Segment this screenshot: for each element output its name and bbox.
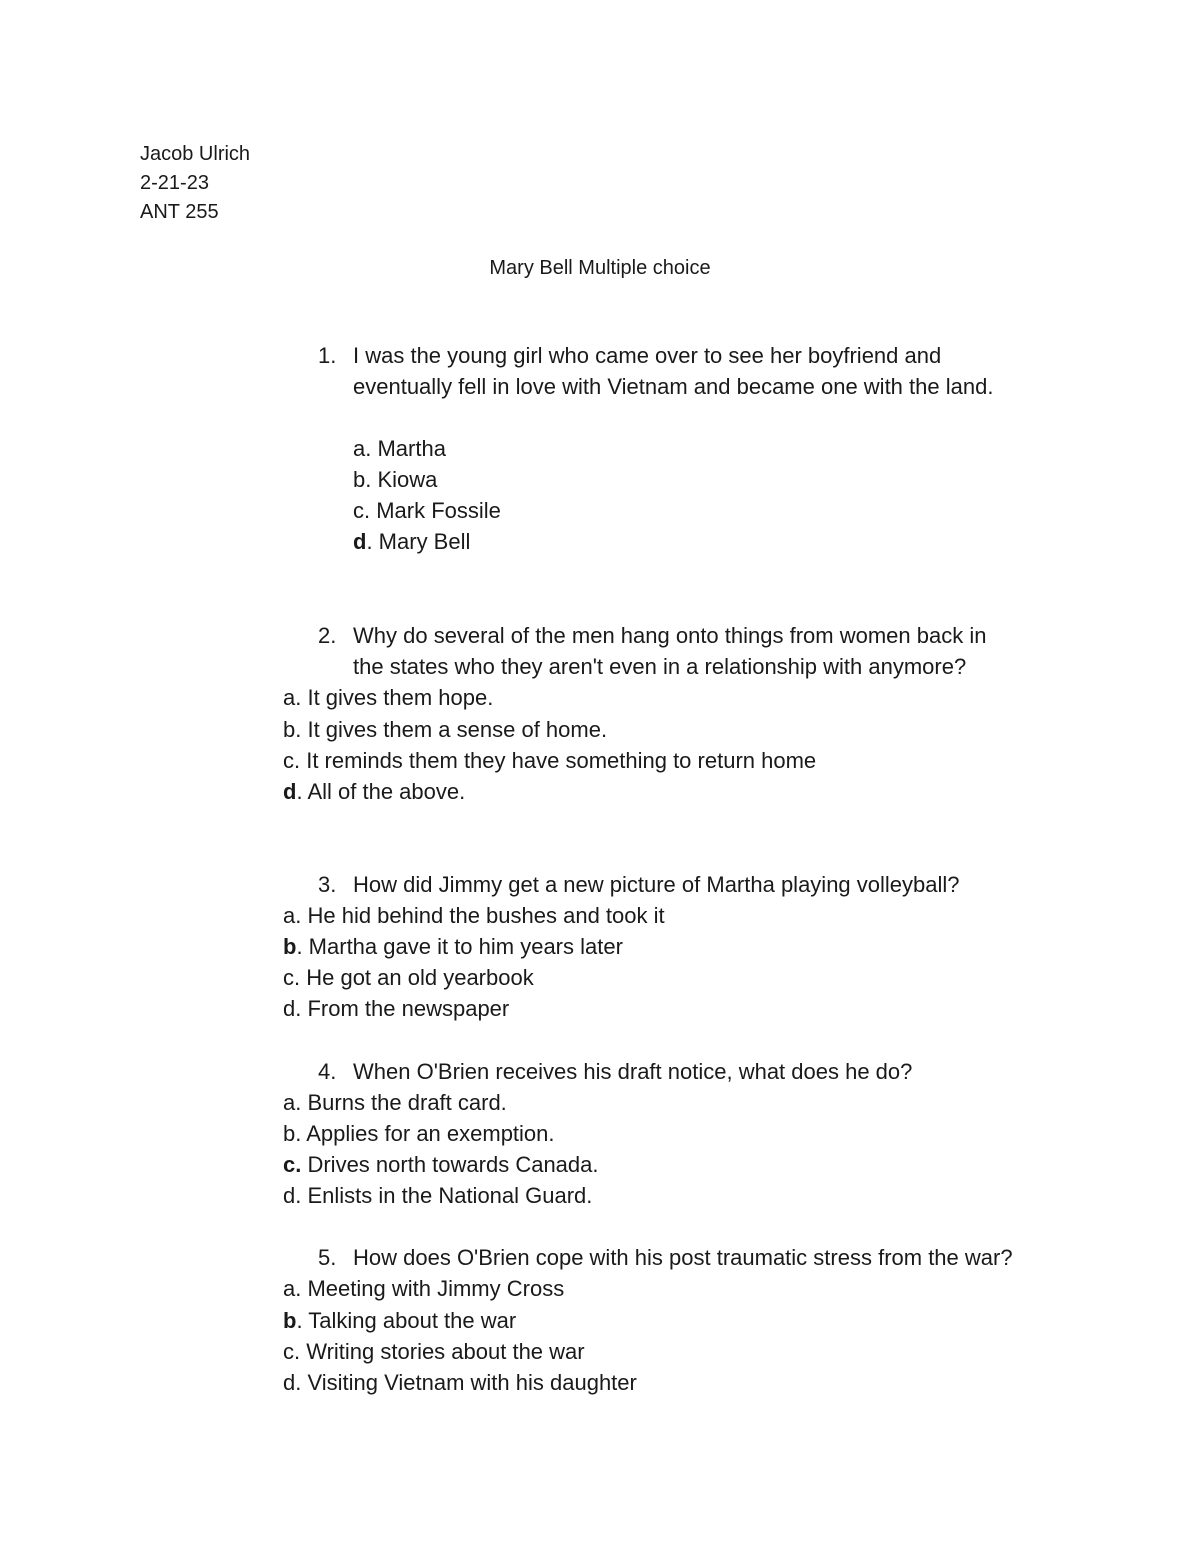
question-text-line: eventually fell in love with Vietnam and became one with the land.: [353, 374, 994, 399]
option-text: . All of the above.: [296, 779, 466, 804]
option-letter: c.: [283, 1152, 302, 1177]
option-text: . Mary Bell: [366, 529, 471, 554]
page-title: Mary Bell Multiple choice: [489, 257, 711, 279]
option-letter: a: [283, 1276, 296, 1301]
option-text: . Talking about the war: [296, 1308, 517, 1333]
option-letter: a: [283, 685, 296, 710]
course-code: ANT 255: [140, 201, 219, 223]
question-number: 1.: [318, 343, 337, 368]
answer-option: [353, 464, 437, 495]
answer-option-correct: [283, 1305, 516, 1336]
option-letter: d: [283, 1183, 296, 1208]
answer-option: [283, 1118, 555, 1149]
answer-option: [283, 900, 665, 931]
option-letter: b: [353, 467, 366, 492]
option-letter: d: [283, 996, 296, 1021]
question-text-line: Why do several of the men hang onto things from women back in: [353, 623, 987, 648]
question-text-line: When O'Brien receives his draft notice, what does he do?: [353, 1059, 913, 1084]
option-text: . From the newspaper: [295, 996, 510, 1021]
option-letter: a: [283, 903, 296, 928]
answer-option: [283, 1367, 637, 1398]
option-text: . He got an old yearbook: [294, 965, 534, 990]
question-number: 4.: [318, 1059, 337, 1084]
option-letter: d: [283, 1370, 296, 1395]
answer-option: [283, 1336, 585, 1367]
option-letter: a: [353, 436, 366, 461]
option-letter: a: [283, 1090, 296, 1115]
student-name: Jacob Ulrich: [140, 143, 251, 165]
option-text: . Writing stories about the war: [294, 1339, 585, 1364]
option-letter: c: [353, 498, 364, 523]
option-letter: b: [283, 1308, 297, 1333]
answer-option: [283, 745, 816, 776]
answer-option-correct: [353, 526, 470, 557]
option-letter: c: [283, 1339, 294, 1364]
question-text-line: the states who they aren't even in a relationship with anymore?: [353, 654, 967, 679]
question-number: 2.: [318, 623, 337, 648]
question-text-line: I was the young girl who came over to see her boyfriend and: [353, 343, 942, 368]
option-text: Drives north towards Canada.: [301, 1152, 599, 1177]
question-text-line: How did Jimmy get a new picture of Martha playing volleyball?: [353, 872, 960, 897]
option-text: . It gives them hope.: [295, 685, 494, 710]
answer-option: [353, 433, 446, 464]
option-text: . Enlists in the National Guard.: [295, 1183, 593, 1208]
answer-option: [353, 495, 501, 526]
option-letter: c: [283, 748, 294, 773]
option-text: . Kiowa: [365, 467, 438, 492]
option-letter: b: [283, 1121, 296, 1146]
answer-option: [283, 993, 509, 1024]
answer-option: [283, 962, 534, 993]
option-text: . It gives them a sense of home.: [295, 717, 608, 742]
question-number: 3.: [318, 872, 337, 897]
option-text: . He hid behind the bushes and took it: [295, 903, 665, 928]
answer-option: [283, 1180, 592, 1211]
answer-option-correct: [283, 931, 623, 962]
answer-option: [283, 682, 493, 713]
answer-option: [283, 1087, 507, 1118]
option-text: . Visiting Vietnam with his daughter: [295, 1370, 637, 1395]
option-text: . Applies for an exemption.: [295, 1121, 555, 1146]
option-text: . Meeting with Jimmy Cross: [295, 1276, 565, 1301]
option-text: . Burns the draft card.: [295, 1090, 507, 1115]
answer-option: [283, 1273, 564, 1304]
option-text: . Martha gave it to him years later: [296, 934, 623, 959]
answer-option-correct: [283, 776, 465, 807]
assignment-date: 2-21-23: [140, 172, 209, 194]
answer-option-correct: [283, 1149, 599, 1180]
answer-option: [283, 714, 607, 745]
option-letter: b: [283, 717, 296, 742]
option-text: . Martha: [365, 436, 446, 461]
option-letter: c: [283, 965, 294, 990]
option-letter: d: [353, 529, 367, 554]
option-letter: d: [283, 779, 297, 804]
option-text: . Mark Fossile: [364, 498, 501, 523]
option-letter: b: [283, 934, 297, 959]
option-text: . It reminds them they have something to return home: [294, 748, 817, 773]
question-text-line: How does O'Brien cope with his post traumatic stress from the war?: [353, 1245, 1013, 1270]
question-number: 5.: [318, 1245, 337, 1270]
